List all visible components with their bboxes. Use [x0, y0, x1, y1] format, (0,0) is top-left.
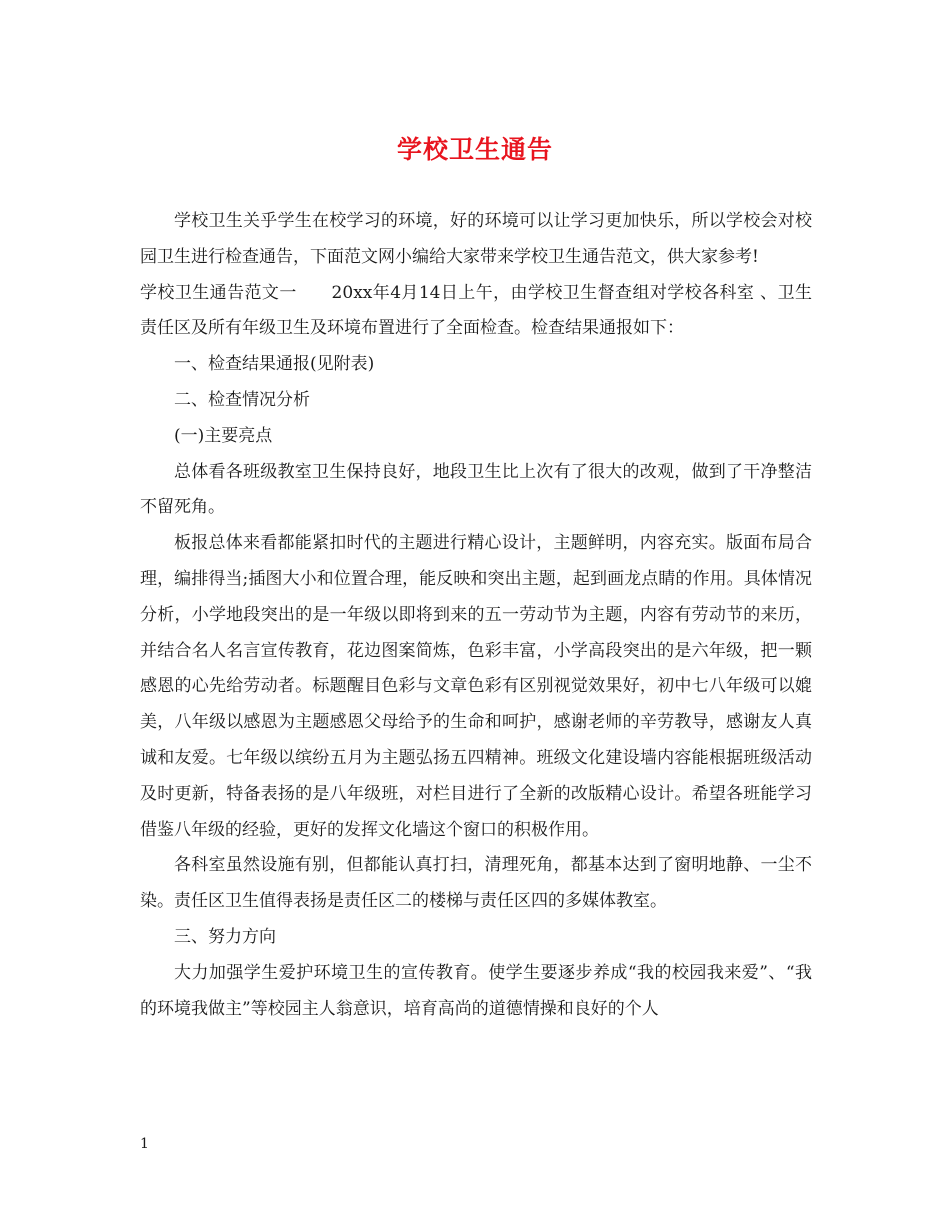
heading-check-results: 一、检查结果通报(见附表): [174, 354, 375, 375]
paragraph-intro: 学校卫生关乎学生在校学习的环境，好的环境可以让学习更加快乐，所以学校会对校园卫生进行检查通告，下面范文网小编给大家带来学校卫生通告范文，供大家参考!: [140, 211, 812, 267]
paragraph-offices: 各科室虽然设施有别，但都能认真打扫，清理死角，都基本达到了窗明地静、一尘不染。责任区卫生值得表扬是责任区二的楼梯与责任区四的多媒体教室。: [140, 855, 812, 912]
paragraph-blackboard: 板报总体来看都能紧扣时代的主题进行精心设计，主题鲜明，内容充实。版面布局合理，编排得当;插图大小和位置合理，能反映和突出主题，起到画龙点睛的作用。具体情况分析，小学地段突出的是一年级以即将到来的五一劳动节为主题，内容有劳动节的来历，并结合名人名言宣传教育，花边图案简炼，色彩丰富，小学高段突出的是六年级，把一颗感恩的心先给劳动者。标题醒目色彩与文章色彩有区别视觉效果好，初中七八年级可以媲美，八年级以感恩为主题感恩父母给予的生命和呵护，感谢老师的辛劳教导，感谢友人真诚和友爱。七年级以缤纷五月为主题弘扬五四精神。班级文化建设墙内容能根据班级活动及时更新，特备表扬的是八年级班，对栏目进行了全新的改版精心设计。希望各班能学习借鉴八年级的经验，更好的发挥文化墙这个窗口的积极作用。: [140, 533, 812, 840]
paragraph-classroom-hygiene: 总体看各班级教室卫生保持良好，地段卫生比上次有了很大的改观，做到了干净整洁不留死角。: [140, 461, 812, 518]
document-body: [140, 204, 812, 1027]
paragraph-education: 大力加强学生爱护环境卫生的宣传教育。使学生要逐步养成“我的校园我来爱”、“我的环境我做主”等校园主人翁意识，培育高尚的道德情操和良好的个人: [140, 962, 812, 1019]
heading-highlights: (一)主要亮点: [174, 425, 273, 446]
heading-analysis: 二、检查情况分析: [174, 389, 310, 410]
page-number: 1: [140, 1136, 149, 1152]
heading-direction: 三、努力方向: [174, 926, 276, 947]
paragraph-sample-one: 学校卫生通告范文一 20xx年4月14日上午，由学校卫生督查组对学校各科室 、卫生责任区及所有年级卫生及环境布置进行了全面检查。检查结果通报如下：: [140, 282, 812, 339]
document-title: 学校卫生通告: [396, 135, 553, 164]
